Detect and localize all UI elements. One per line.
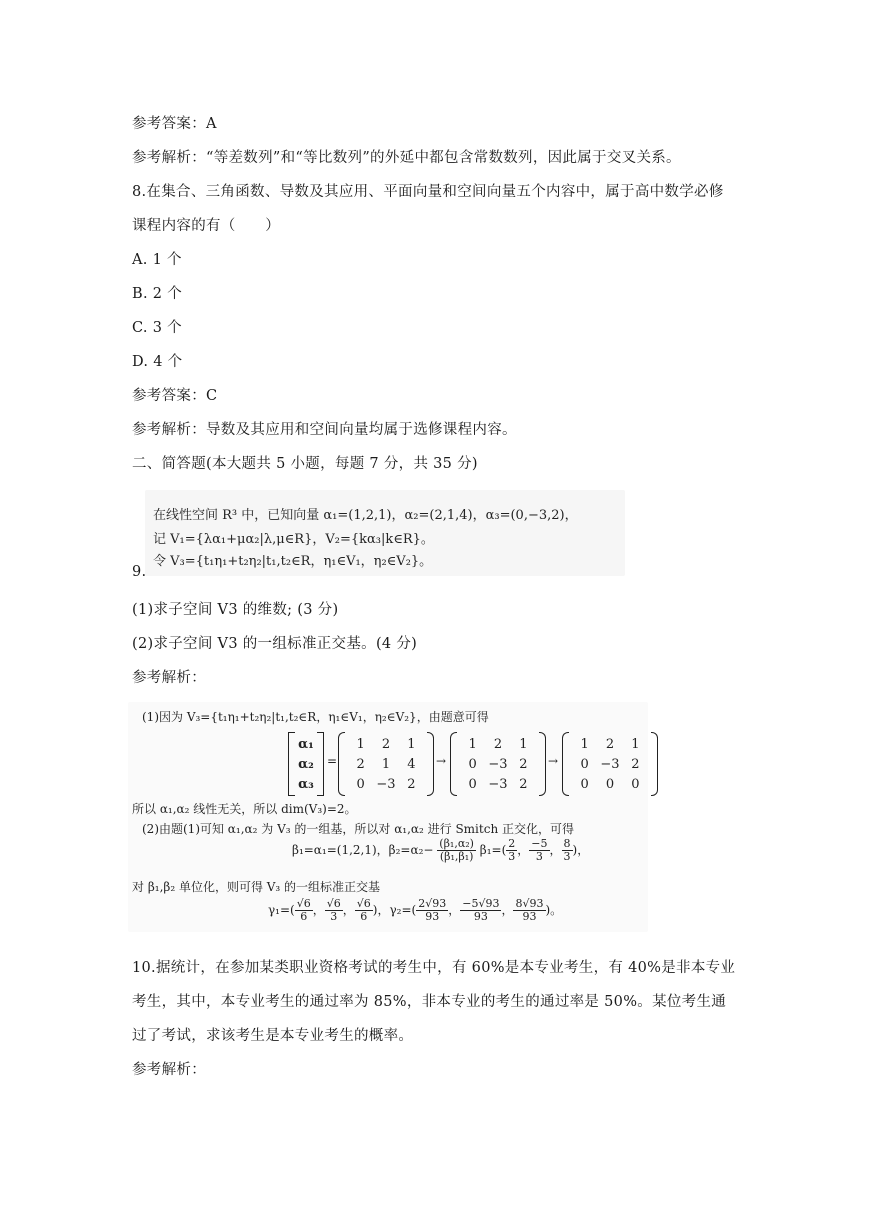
matrix-cell: 1 — [356, 736, 365, 752]
matrix-3 — [562, 732, 658, 796]
question-10-line-1: 10.据统计，在参加某类职业资格考试的考生中，有 60%是本专业考生，有 40%是非本专业 — [132, 960, 736, 976]
matrix-cell: 0 — [631, 776, 640, 792]
projection-fraction: $\frac{\text{(β₁,α₂)}}{\text{(β₁,β₁)}}$ — [439, 837, 474, 863]
q9-figure-line-3: 令 V₃={t₁η₁+t₂η₂|t₁,t₂∈R，η₁∈V₁，η₂∈V₂}。 — [153, 554, 433, 569]
question-8-line-1: 8.在集合、三角函数、导数及其应用、平面向量和空间向量五个内容中，属于高中数学必修 — [132, 184, 724, 200]
question-10-line-3: 过了考试，求该考生是本专业考生的概率。 — [132, 1028, 414, 1044]
matrix-cell: 0 — [356, 776, 365, 792]
matrix-cell: 1 — [381, 756, 391, 772]
solution-line-1: (1)因为 V₃={t₁η₁+t₂η₂|t₁,t₂∈R，η₁∈V₁，η₂∈V₂}，由题意可得 — [142, 710, 489, 724]
matrix-2 — [450, 732, 546, 796]
solution-line-3: (2)由题(1)可知 α₁,α₂ 为 V₃ 的一组基，所以对 α₁,α₂ 进行 Smitch 正交化，可得 — [142, 822, 574, 836]
matrix-cell: 1 — [519, 736, 528, 752]
explanation-8: 参考解析：导数及其应用和空间向量均属于选修课程内容。 — [132, 422, 517, 438]
matrix-cell: 1 — [407, 736, 416, 752]
matrix-cell: 2 — [519, 756, 528, 772]
solution-9-figure — [128, 702, 648, 932]
matrix-cell: 4 — [407, 756, 416, 772]
explanation-7: 参考解析：“等差数列”和“等比数列”的外延中都包含常数数列，因此属于交叉关系。 — [132, 150, 681, 166]
fraction: $\frac{-5}{3}$ — [531, 837, 548, 863]
fraction: $\frac{8}{3}$ — [563, 837, 571, 863]
solution-line-6: γ₁=( $\frac{√6}{6}$ ， $\frac{√6}{3}$ ， $\frac{√6}{6}$ )，γ₂=( $\frac{2√93}{93}$ ， $\frac{-5√93}{93}$ ， $\frac{8√93}{93}$ )。 — [268, 897, 563, 923]
matrix-cell: 0 — [605, 776, 615, 792]
answer-8: 参考答案：C — [132, 388, 218, 404]
section-2-heading: 二、简答题(本大题共 5 小题，每题 7 分，共 35 分) — [132, 456, 478, 472]
matrix-cell: 0 — [580, 756, 589, 772]
matrix-cell: α₂ — [298, 756, 314, 772]
fraction: $\frac{-5√93}{93}$ — [462, 897, 500, 923]
matrix-cell: 1 — [631, 736, 640, 752]
matrix-1 — [338, 732, 434, 796]
option-c: C. 3 个 — [132, 320, 182, 336]
matrix-cell: 0 — [468, 756, 477, 772]
matrix-cell: −3 — [376, 776, 396, 792]
matrix-cell: 0 — [580, 776, 589, 792]
matrix-cell: 2 — [381, 736, 391, 752]
question-8-line-2: 课程内容的有（ ） — [132, 218, 280, 234]
matrix-cell: 1 — [468, 736, 477, 752]
matrix-cell: −3 — [600, 756, 620, 772]
fraction: $\frac{√6}{3}$ — [326, 897, 341, 923]
option-b: B. 2 个 — [132, 286, 183, 302]
question-9-figure — [145, 490, 625, 576]
option-d: D. 4 个 — [132, 354, 183, 370]
fraction: $\frac{√6}{6}$ — [296, 897, 311, 923]
matrix-cell: α₃ — [298, 776, 314, 792]
option-a: A. 1 个 — [132, 252, 182, 268]
matrix-cell: α₁ — [298, 736, 314, 752]
fraction: $\frac{2√93}{93}$ — [418, 897, 447, 923]
matrix-cell: −3 — [488, 756, 508, 772]
equals-sign: = — [327, 754, 338, 768]
question-9-part-2: (2)求子空间 V3 的一组标准正交基。(4 分) — [132, 636, 418, 652]
arrow-2: → — [548, 754, 559, 768]
explanation-10-label: 参考解析： — [132, 1062, 206, 1078]
fraction: $\frac{2}{3}$ — [508, 837, 516, 863]
q9-figure-line-2: 记 V₁={λα₁+μα₂|λ,μ∈R}，V₂={kα₃|k∈R}。 — [153, 532, 434, 547]
solution-line-5: 对 β₁,β₂ 单位化，则可得 V₃ 的一组标准正交基 — [132, 880, 381, 894]
matrix-cell: 2 — [356, 756, 365, 772]
solution-line-2: 所以 α₁,α₂ 线性无关，所以 dim(V₃)=2。 — [132, 802, 357, 816]
matrix-cell: 2 — [631, 756, 640, 772]
matrix-cell: −3 — [488, 776, 508, 792]
answer-7: 参考答案：A — [132, 116, 217, 132]
alpha-vector-column — [288, 732, 324, 796]
matrix-cell: 1 — [580, 736, 589, 752]
solution-line-4: β₁=α₁=(1,2,1)，β₂=α₂− $\frac{\text{(β₁,α₂)}}{\text{(β₁,β₁)}}$ β₁=( $\frac{2}{3}$ ， $\frac{-5}{3}$ ， $\frac{8}{3}$ )， — [292, 837, 590, 863]
question-9-part-1: (1)求子空间 V3 的维数; (3 分) — [132, 602, 339, 618]
explanation-9-label: 参考解析： — [132, 670, 206, 686]
fraction: $\frac{√6}{6}$ — [356, 897, 371, 923]
matrix-cell: 2 — [605, 736, 615, 752]
q9-figure-line-1: 在线性空间 R³ 中，已知向量 α₁=(1,2,1)，α₂=(2,1,4)，α₃=(0,−3,2)， — [153, 508, 578, 523]
question-10-line-2: 考生，其中，本专业考生的通过率为 85%，非本专业的考生的通过率是 50%。某位考生通 — [132, 994, 727, 1010]
fraction: $\frac{8√93}{93}$ — [515, 897, 544, 923]
question-9-number: 9. — [132, 564, 147, 580]
matrix-cell: 2 — [493, 736, 503, 752]
arrow-1: → — [436, 754, 447, 768]
matrix-cell: 0 — [468, 776, 477, 792]
matrix-cell: 2 — [407, 776, 416, 792]
matrix-cell: 2 — [519, 776, 528, 792]
